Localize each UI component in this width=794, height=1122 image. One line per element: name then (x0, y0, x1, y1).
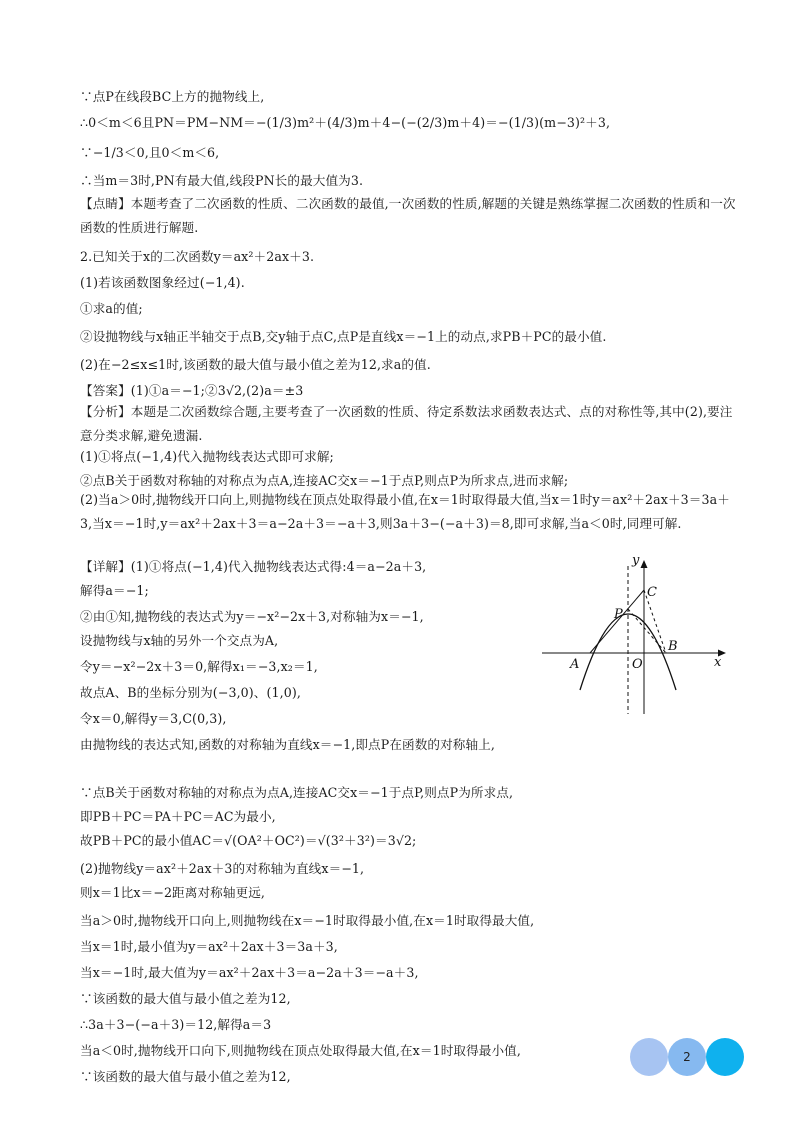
text-line: ∵点B关于函数对称轴的对称点为点A,连接AC交x＝−1于点P,则点P为所求点, (80, 785, 514, 800)
text-line: ∴当m＝3时,PN有最大值,线段PN长的最大值为3. (80, 173, 364, 188)
question-title: 2.已知关于x的二次函数y＝ax²＋2ax＋3. (80, 249, 315, 264)
text-line: 即PB＋PC＝PA＋PC＝AC为最小, (80, 809, 276, 824)
text-line: 由抛物线的表达式知,函数的对称轴为直线x＝−1,即点P在函数的对称轴上, (80, 737, 495, 752)
text-line: ∵−1/3＜0,且0＜m＜6, (80, 145, 220, 160)
text-line: ∵该函数的最大值与最小值之差为12, (80, 1069, 291, 1084)
label-p: P (614, 607, 623, 622)
text-line: ②设抛物线与x轴正半轴交于点B,交y轴于点C,点P是直线x＝−1上的动点,求PB＋PC的最小值. (80, 329, 607, 344)
text-line: ∵点P在线段BC上方的抛物线上, (80, 89, 265, 104)
text-line: 当x＝1时,最小值为y＝ax²＋2ax＋3＝3a＋3, (80, 939, 338, 954)
text-line: (2)在−2≤x≤1时,该函数的最大值与最小值之差为12,求a的值. (80, 357, 431, 372)
analysis-paragraph: 【分析】本题是二次函数综合题,主要考查了一次函数的性质、待定系数法求函数表达式、点的对称性等,其中(2),要注意分类求解,避免遗漏. (80, 404, 733, 443)
text-line: 当a＜0时,抛物线开口向下,则抛物线在顶点处取得最大值,在x＝1时取得最小值, (80, 1043, 521, 1058)
text-line: 故点A、B的坐标分别为(−3,0)、(1,0), (80, 685, 301, 700)
segment-pb (628, 609, 666, 653)
text-line: (1)①将点(−1,4)代入抛物线表达式即可求解; (80, 449, 334, 464)
text-line: 【详解】(1)①将点(−1,4)代入抛物线表达式得:4＝a−2a＋3, (80, 559, 427, 574)
text-line: ①求a的值; (80, 301, 143, 316)
y-axis-arrow-icon (641, 560, 648, 568)
text-line: 当a＞0时,抛物线开口向上,则抛物线在x＝−1时取得最小值,在x＝1时取得最大值, (80, 913, 535, 928)
text-line: 令y＝−x²−2x＋3＝0,解得x₁＝−3,x₂＝1, (80, 659, 318, 674)
label-b: B (668, 639, 678, 654)
text-line: 令x＝0,解得y＝3,C(0,3), (80, 711, 227, 726)
parabola-figure (538, 548, 734, 716)
answer-line: 【答案】(1)①a＝−1;②3√2,(2)a＝±3 (80, 383, 304, 398)
text-line: (2)抛物线y＝ax²＋2ax＋3的对称轴为直线x＝−1, (80, 861, 365, 876)
label-c: C (647, 585, 657, 600)
text-line: 设抛物线与x轴的另外一个交点为A, (80, 633, 279, 648)
label-x: x (714, 655, 722, 670)
label-o: O (632, 657, 643, 672)
label-y: y (632, 553, 640, 568)
analysis-paragraph: (2)当a＞0时,抛物线开口向上,则抛物线在顶点处取得最小值,在x＝1时取得最大值,当x＝1时y＝ax²＋2ax＋3＝3a＋3,当x＝−1时,y＝ax²＋2ax＋3＝a−2a＋3＝−a＋3,则3a＋3−(−a＋3)＝8,即可求解,当a＜0时,同理可解. (80, 492, 730, 531)
text-line: ∴3a＋3−(−a＋3)＝12,解得a＝3 (80, 1017, 272, 1032)
label-a: A (570, 657, 580, 672)
text-line: ∴0＜m＜6且PN＝PM−NM＝−(1/3)m²＋(4/3)m＋4−(−(2/3)m＋4)＝−(1/3)(m−3)²＋3, (80, 115, 611, 130)
note-paragraph: 【点睛】本题考查了二次函数的性质、二次函数的最值,一次函数的性质,解题的关键是熟练掌握二次函数的性质和一次函数的性质进行解题. (80, 196, 736, 235)
text-line: 故PB＋PC的最小值AC＝√(OA²＋OC²)＝√(3²＋3²)＝3√2; (80, 833, 417, 848)
text-line: 则x＝1比x＝−2距离对称轴更远, (80, 885, 266, 900)
text-line: ∵该函数的最大值与最小值之差为12, (80, 991, 291, 1006)
pager-circle-right (706, 1038, 744, 1076)
text-line: (1)若该函数图象经过(−1,4). (80, 275, 245, 290)
parabola-figure-svg (538, 548, 734, 716)
text-line: 当x＝−1时,最大值为y＝ax²＋2ax＋3＝a−2a＋3＝−a＋3, (80, 965, 419, 980)
page-number-badge (628, 1036, 748, 1078)
text-line: ②由①知,抛物线的表达式为y＝−x²−2x＋3,对称轴为x＝−1, (80, 609, 424, 624)
text-line: 解得a＝−1; (80, 583, 149, 598)
text-line: ②点B关于函数对称轴的对称点为点A,连接AC交x＝−1于点P,则点P为所求点,进而求解; (80, 473, 569, 488)
page-number: 2 (683, 1050, 691, 1064)
pager-circle-left (630, 1038, 668, 1076)
